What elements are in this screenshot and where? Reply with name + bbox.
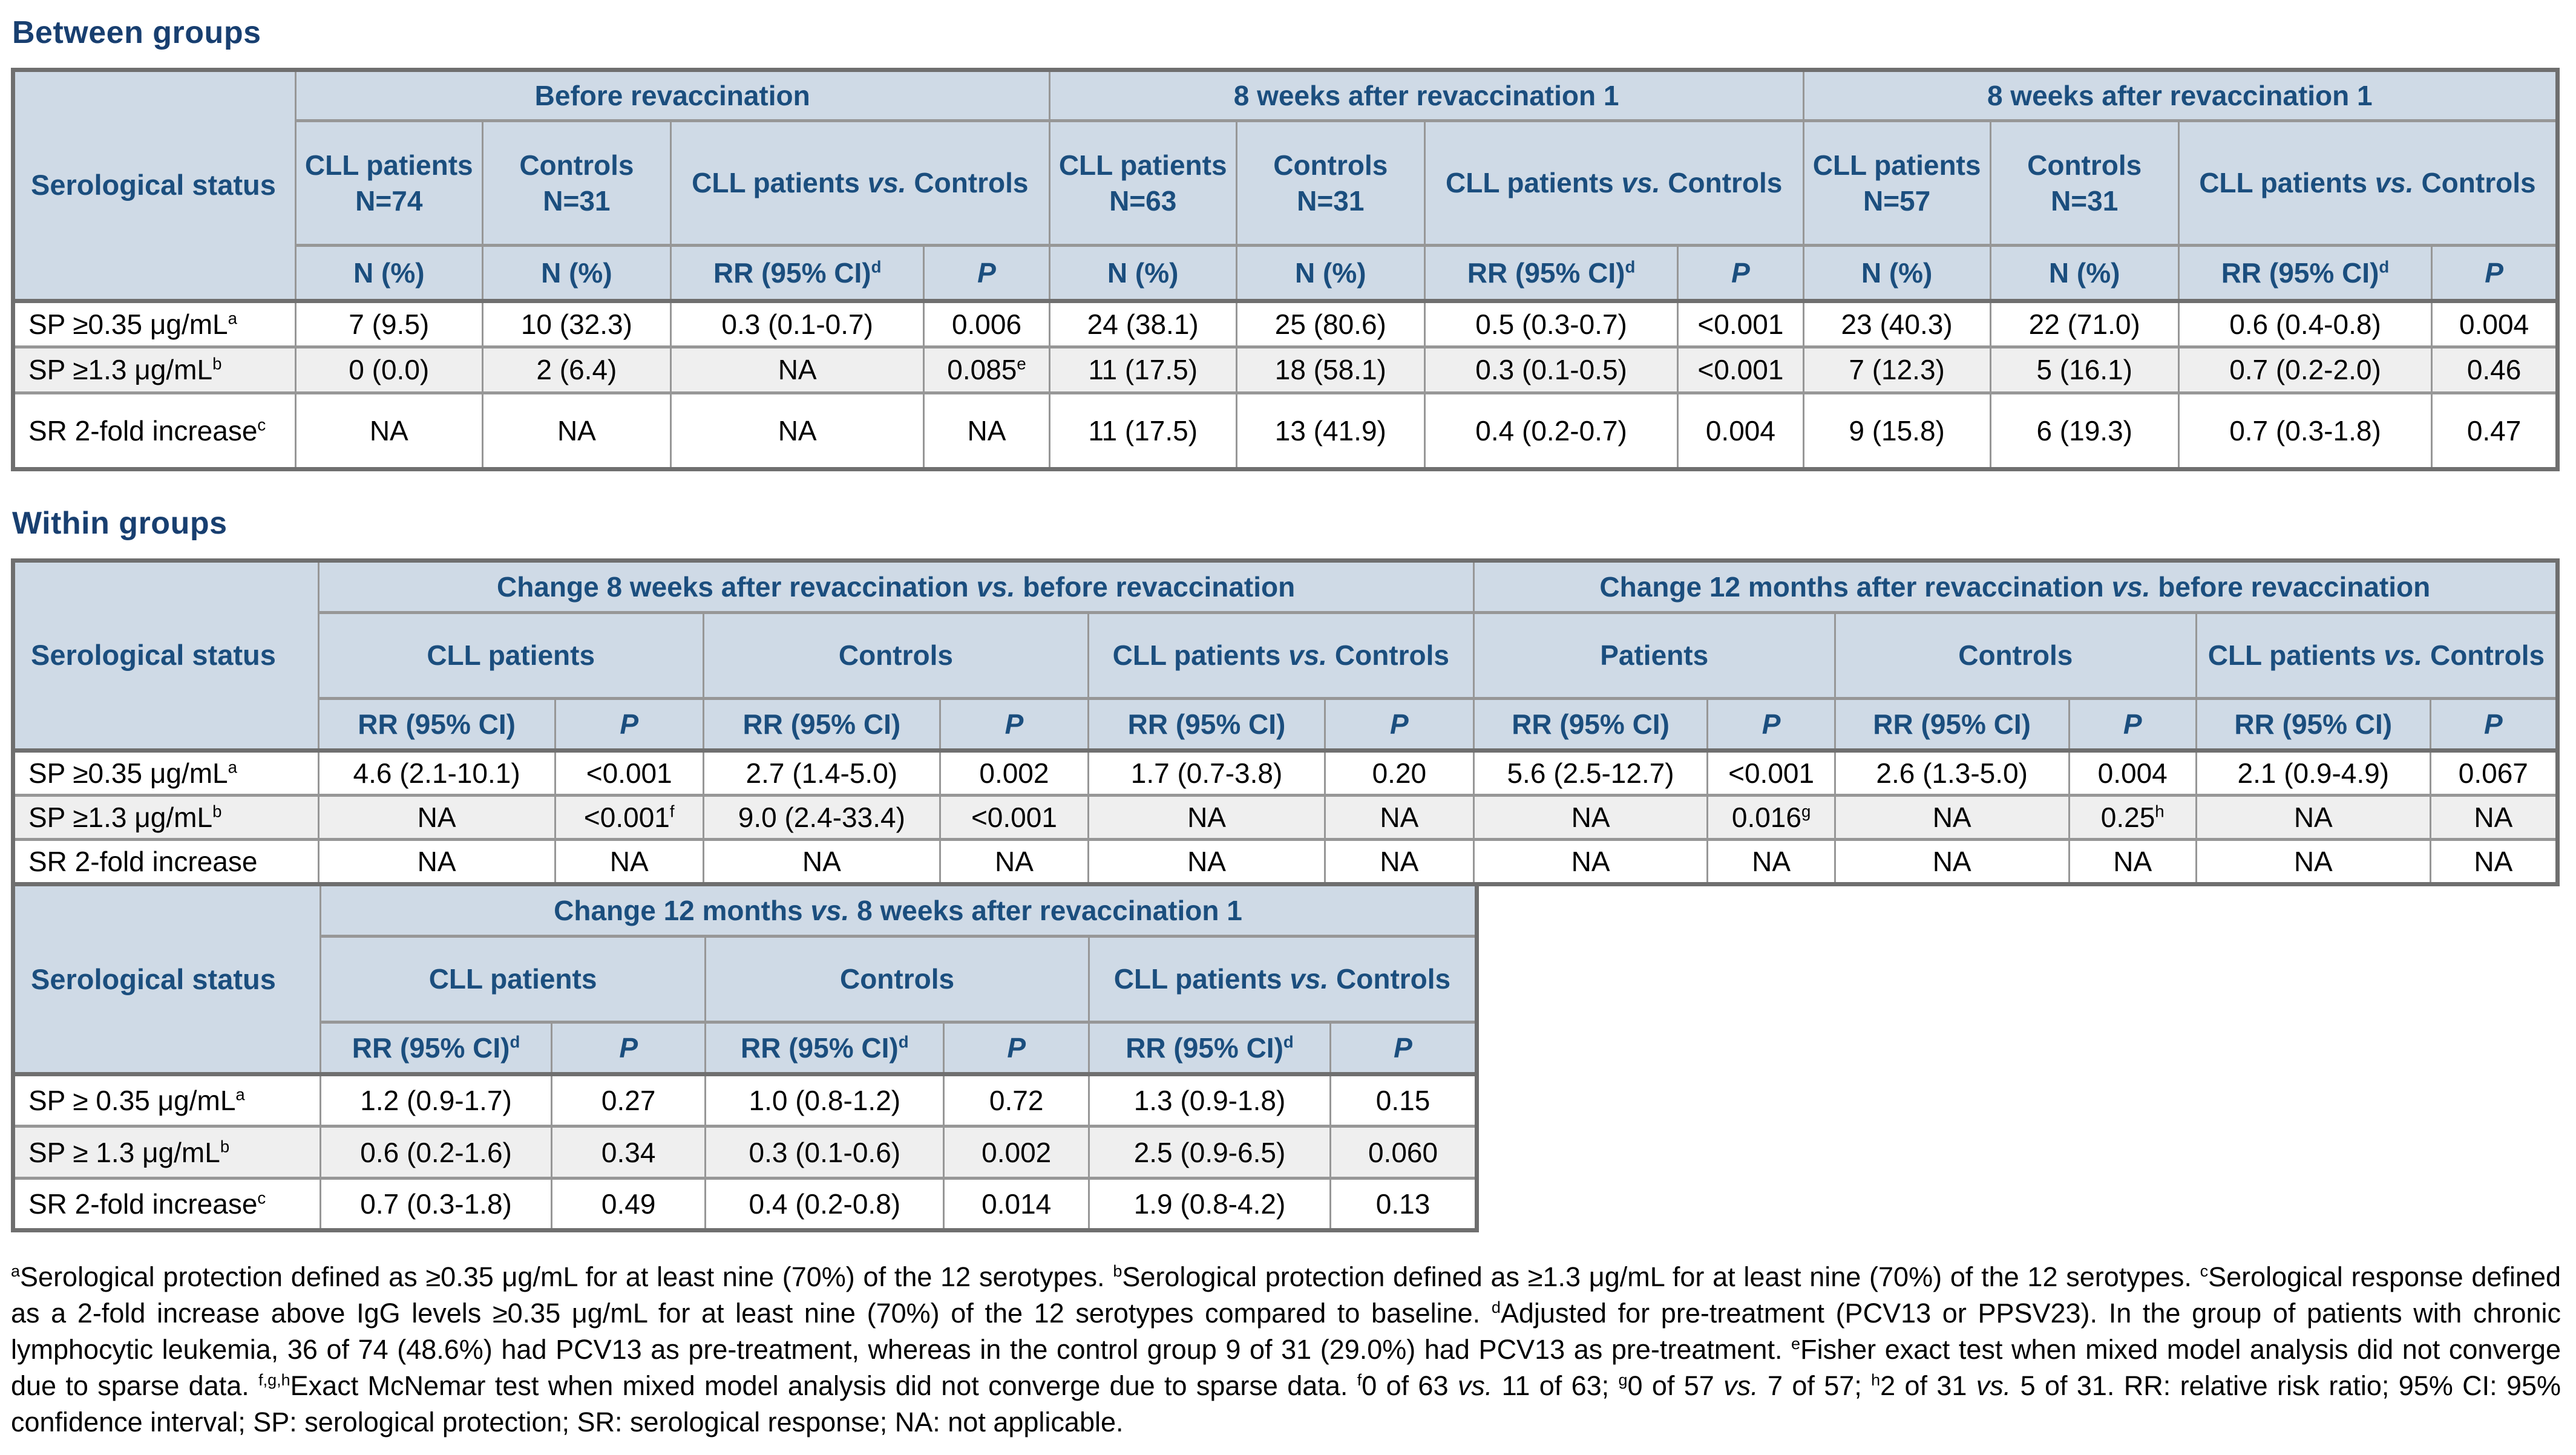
p-header: P	[1708, 699, 1835, 751]
value-cell: 0.016$^g$	[1708, 796, 1835, 840]
value-cell: 23 (40.3)	[1803, 301, 1990, 347]
within-groups-table	[11, 558, 2560, 886]
value-cell: 0.014	[944, 1179, 1089, 1231]
value-cell: 0.25$^h$	[2069, 796, 2196, 840]
value-cell: NA	[1325, 796, 1474, 840]
row-header-serological-status: Serological status	[13, 884, 321, 1074]
measure-header: RR (95% CI)	[1835, 699, 2069, 751]
measure-header: N (%)	[1803, 246, 1990, 301]
p-header: P	[2430, 699, 2557, 751]
value-cell: NA	[1835, 796, 2069, 840]
value-cell: 0.4 (0.2-0.7)	[1424, 393, 1677, 469]
value-cell: 0.6 (0.2-1.6)	[320, 1126, 551, 1179]
value-cell: 11 (17.5)	[1049, 347, 1236, 393]
p-header: P	[555, 699, 703, 751]
timepoint-group-header: 8 weeks after revaccination 1	[1049, 70, 1803, 121]
value-cell: 5.6 (2.5-12.7)	[1473, 751, 1708, 796]
value-cell: 9 (15.8)	[1803, 393, 1990, 469]
cll-vs-controls-header: CLL patients vs. Controls	[670, 121, 1049, 246]
controls-header: Controls N=31	[482, 121, 670, 246]
row-label: SP ≥ 1.3 $\mu g/mL^b$	[13, 1126, 321, 1179]
value-cell: 1.0 (0.8-1.2)	[706, 1074, 944, 1126]
value-cell: <0.001	[1678, 347, 1803, 393]
value-cell: NA	[1835, 840, 2069, 884]
value-cell: 0.47	[2432, 393, 2558, 469]
cll-vs-controls-header: CLL patients vs. Controls	[1424, 121, 1803, 246]
value-cell: NA	[1089, 796, 1325, 840]
value-cell: NA	[318, 840, 555, 884]
measure-header: P	[924, 246, 1049, 301]
within-groups-title: Within groups	[12, 506, 228, 541]
value-cell: NA	[1089, 840, 1325, 884]
table-row	[13, 347, 2558, 393]
p-header: P	[940, 699, 1088, 751]
value-cell: 0.34	[552, 1126, 706, 1179]
change-group-header: Change 12 months after revaccination vs. before revaccination	[1473, 561, 2557, 613]
within-groups-body	[13, 751, 2558, 884]
table-row	[13, 1179, 1477, 1231]
value-cell: <0.001	[1708, 751, 1835, 796]
row-label: SP ≥0.35 $\mu g/mL^a$	[13, 301, 296, 347]
value-cell: NA	[703, 840, 940, 884]
p-header: P	[1331, 1022, 1477, 1074]
value-cell: 7 (12.3)	[1803, 347, 1990, 393]
row-label: SP ≥1.3 $\mu g/mL^b$	[13, 796, 319, 840]
value-cell: 0.72	[944, 1074, 1089, 1126]
value-cell: 22 (71.0)	[1990, 301, 2178, 347]
value-cell: NA	[1473, 840, 1708, 884]
table-footnote: $^a$Serological protection defined as ≥0.35 μg/mL for at least nine (70%) of the 12 serotypes. $^b$Serological protection defined as ≥1.3 μg/mL for at least nine (70%) of the 12 serotypes. $^c$Serological response defined as a 2-fold increase above IgG levels ≥0.35 μg/mL for at least nine (70%) of the 12 serotypes compared to baseline. $^d$Adjusted for pre-treatment (PCV13 or PPSV23). In the group of patients with chronic lymphocytic leukemia, 36 of 74 (48.6%) had PCV13 as pre-treatment, whereas in the control group 9 of 31 (29.0%) had PCV13 as pre-treatment. $^e$Fisher exact test when mixed model analysis did not converge due to sparse data. $^{f,g,h}$Exact McNemar test when mixed model analysis did not converge due to sparse data. $^f$0 of 63 vs. 11 of 63; $^g$0 of 57 vs. 7 of 57; $^h$2 of 31 vs. 5 of 31. RR: relative risk ratio; 95% CI: 95% confidence interval; SP: serological protection; SR: serological response; NA: not applicable.	[11, 1261, 2561, 1437]
change-group-header: Change 12 months vs. 8 weeks after revaccination 1	[320, 884, 1476, 937]
value-cell: 1.7 (0.7-3.8)	[1089, 751, 1325, 796]
between-groups-header	[13, 70, 2558, 301]
measure-header: RR (95% CI)	[318, 699, 555, 751]
value-cell: 2.7 (1.4-5.0)	[703, 751, 940, 796]
value-cell: 0.004	[2432, 301, 2558, 347]
value-cell: 0.085e	[924, 347, 1049, 393]
value-cell: NA	[2196, 796, 2430, 840]
value-cell: 0.004	[1678, 393, 1803, 469]
measure-header: N (%)	[295, 246, 482, 301]
cohort-header: CLL patients	[320, 937, 705, 1022]
cohort-header: Controls	[1835, 613, 2196, 699]
change-12m-vs-8w-body	[13, 1074, 1477, 1231]
value-cell: 7 (9.5)	[295, 301, 482, 347]
cohort-header: CLL patients vs. Controls	[2196, 613, 2557, 699]
value-cell: 11 (17.5)	[1049, 393, 1236, 469]
value-cell: NA	[555, 840, 703, 884]
measure-header: RR (95% CI)$^d$	[1089, 1022, 1330, 1074]
measure-header: RR (95% CI)$^d$	[706, 1022, 944, 1074]
value-cell: 6 (19.3)	[1990, 393, 2178, 469]
row-header-serological-status: Serological status	[13, 561, 319, 751]
value-cell: 9.0 (2.4-33.4)	[703, 796, 940, 840]
measure-header: N (%)	[1049, 246, 1236, 301]
change-group-header: Change 8 weeks after revaccination vs. before revaccination	[318, 561, 1473, 613]
table-row	[13, 1074, 1477, 1126]
value-cell: 0.13	[1331, 1179, 1477, 1231]
table-row	[13, 751, 2558, 796]
within-groups-header	[13, 561, 2558, 751]
cll-patients-header: CLL patients N=74	[295, 121, 482, 246]
value-cell: <0.001	[555, 751, 703, 796]
value-cell: 2 (6.4)	[482, 347, 670, 393]
p-header: P	[944, 1022, 1089, 1074]
value-cell: NA	[1473, 796, 1708, 840]
cll-patients-header: CLL patients N=63	[1049, 121, 1236, 246]
cohort-header: Controls	[706, 937, 1089, 1022]
row-header-serological-status: Serological status	[13, 70, 296, 301]
table-row	[13, 840, 2558, 884]
value-cell: <0.001	[940, 796, 1088, 840]
value-cell: 0.20	[1325, 751, 1474, 796]
value-cell: 25 (80.6)	[1236, 301, 1424, 347]
value-cell: NA	[318, 796, 555, 840]
controls-header: Controls N=31	[1236, 121, 1424, 246]
table-row	[13, 301, 2558, 347]
p-header: P	[2069, 699, 2196, 751]
value-cell: 0 (0.0)	[295, 347, 482, 393]
value-cell: 0.7 (0.3-1.8)	[320, 1179, 551, 1231]
value-cell: 0.6 (0.4-0.8)	[2178, 301, 2431, 347]
measure-header: RR (95% CI)	[1473, 699, 1708, 751]
value-cell: 4.6 (2.1-10.1)	[318, 751, 555, 796]
value-cell: NA	[295, 393, 482, 469]
timepoint-group-header: Before revaccination	[295, 70, 1049, 121]
value-cell: 0.49	[552, 1179, 706, 1231]
measure-header: RR (95% CI)$^d$	[670, 246, 923, 301]
measure-header: RR (95% CI)$^d$	[320, 1022, 551, 1074]
value-cell: 1.9 (0.8-4.2)	[1089, 1179, 1330, 1231]
measure-header: RR (95% CI)$^d$	[2178, 246, 2431, 301]
value-cell: 0.46	[2432, 347, 2558, 393]
change-12m-vs-8w-header	[13, 884, 1477, 1074]
table-row	[13, 393, 2558, 469]
value-cell: NA	[670, 393, 923, 469]
measure-header: N (%)	[1990, 246, 2178, 301]
value-cell: 2.5 (0.9-6.5)	[1089, 1126, 1330, 1179]
measure-header: RR (95% CI)	[1089, 699, 1325, 751]
value-cell: NA	[2069, 840, 2196, 884]
value-cell: NA	[2430, 796, 2557, 840]
value-cell: NA	[924, 393, 1049, 469]
cohort-header: CLL patients	[318, 613, 703, 699]
measure-header: N (%)	[482, 246, 670, 301]
between-groups-body	[13, 301, 2558, 469]
cll-patients-header: CLL patients N=57	[1803, 121, 1990, 246]
value-cell: NA	[2196, 840, 2430, 884]
cohort-header: CLL patients vs. Controls	[1089, 613, 1474, 699]
measure-header: P	[2432, 246, 2558, 301]
measure-header: RR (95% CI)	[2196, 699, 2430, 751]
between-groups-title: Between groups	[12, 15, 261, 50]
value-cell: 0.002	[944, 1126, 1089, 1179]
measure-header: RR (95% CI)$^d$	[1424, 246, 1677, 301]
cll-vs-controls-header: CLL patients vs. Controls	[2178, 121, 2557, 246]
change-12m-vs-8w-table	[11, 882, 1479, 1232]
row-label: SP ≥1.3 $\mu g/mL^b$	[13, 347, 296, 393]
value-cell: 2.1 (0.9-4.9)	[2196, 751, 2430, 796]
value-cell: 2.6 (1.3-5.0)	[1835, 751, 2069, 796]
value-cell: 0.002	[940, 751, 1088, 796]
row-label: SP ≥0.35 $\mu g/mL^a$	[13, 751, 319, 796]
cohort-header: Patients	[1473, 613, 1835, 699]
value-cell: 0.067	[2430, 751, 2557, 796]
value-cell: 1.3 (0.9-1.8)	[1089, 1074, 1330, 1126]
value-cell: NA	[482, 393, 670, 469]
value-cell: 0.15	[1331, 1074, 1477, 1126]
timepoint-group-header: 8 weeks after revaccination 1	[1803, 70, 2557, 121]
p-header: P	[552, 1022, 706, 1074]
value-cell: NA	[940, 840, 1088, 884]
value-cell: 10 (32.3)	[482, 301, 670, 347]
cohort-header: CLL patients vs. Controls	[1089, 937, 1476, 1022]
value-cell: 24 (38.1)	[1049, 301, 1236, 347]
value-cell: 0.7 (0.2-2.0)	[2178, 347, 2431, 393]
value-cell: 0.3 (0.1-0.7)	[670, 301, 923, 347]
value-cell: 0.3 (0.1-0.5)	[1424, 347, 1677, 393]
value-cell: 0.060	[1331, 1126, 1477, 1179]
p-header: P	[1325, 699, 1474, 751]
value-cell: NA	[2430, 840, 2557, 884]
value-cell: <0.001$^f$	[555, 796, 703, 840]
value-cell: 1.2 (0.9-1.7)	[320, 1074, 551, 1126]
row-label: SP ≥ 0.35 $\mu g/mL^a$	[13, 1074, 321, 1126]
table-row	[13, 796, 2558, 840]
value-cell: 13 (41.9)	[1236, 393, 1424, 469]
value-cell: 0.3 (0.1-0.6)	[706, 1126, 944, 1179]
controls-header: Controls N=31	[1990, 121, 2178, 246]
value-cell: NA	[670, 347, 923, 393]
value-cell: <0.001	[1678, 301, 1803, 347]
value-cell: 0.4 (0.2-0.8)	[706, 1179, 944, 1231]
measure-header: N (%)	[1236, 246, 1424, 301]
measure-header: RR (95% CI)	[703, 699, 940, 751]
value-cell: 18 (58.1)	[1236, 347, 1424, 393]
measure-header: P	[1678, 246, 1803, 301]
row-label: SR 2-fold increase$^c$	[13, 1179, 321, 1231]
value-cell: 0.5 (0.3-0.7)	[1424, 301, 1677, 347]
value-cell: 0.27	[552, 1074, 706, 1126]
value-cell: NA	[1708, 840, 1835, 884]
value-cell: 0.006	[924, 301, 1049, 347]
table-row	[13, 1126, 1477, 1179]
cohort-header: Controls	[703, 613, 1088, 699]
value-cell: 0.7 (0.3-1.8)	[2178, 393, 2431, 469]
row-label: SR 2-fold increase	[13, 840, 319, 884]
value-cell: NA	[1325, 840, 1474, 884]
value-cell: 0.004	[2069, 751, 2196, 796]
row-label: SR 2-fold increase$^c$	[13, 393, 296, 469]
value-cell: 5 (16.1)	[1990, 347, 2178, 393]
between-groups-table	[11, 68, 2560, 471]
